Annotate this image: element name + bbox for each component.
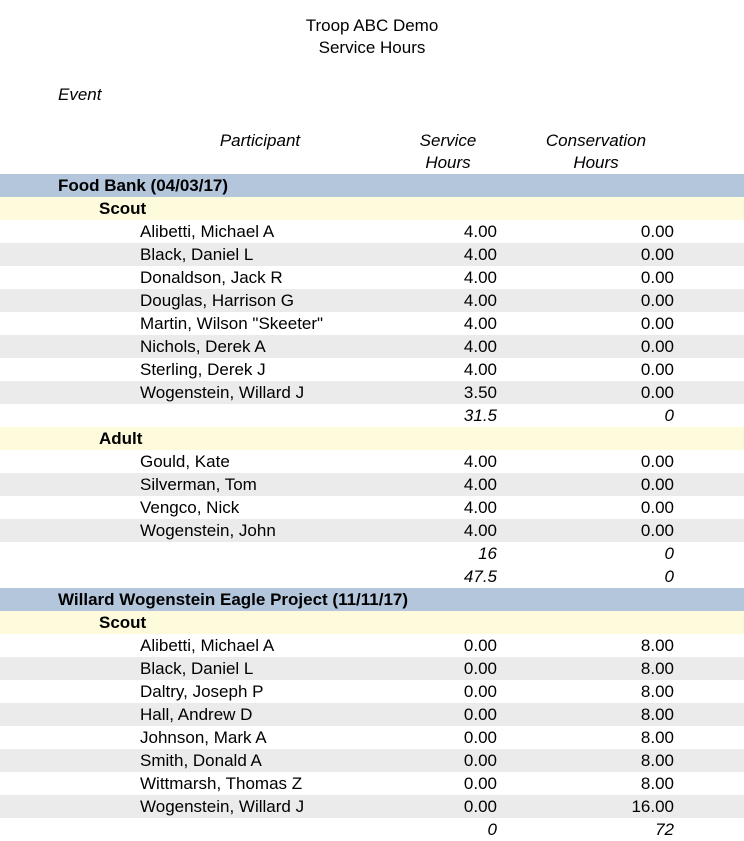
event-name: Willard Wogenstein Eagle Project (11/11/17) — [58, 590, 409, 609]
participant-name: Vengco, Nick — [140, 498, 240, 517]
conservation-hours-value: 0.00 — [640, 245, 674, 264]
event-conservation-total: 0 — [664, 567, 674, 586]
service-header-line2: Hours — [425, 153, 471, 172]
conservation-hours-value: 0.00 — [640, 360, 674, 379]
service-hours-value: 3.50 — [463, 383, 497, 402]
group-header-row — [0, 611, 744, 634]
participant-row — [0, 749, 744, 772]
participant-header-text: Participant — [219, 131, 301, 150]
participant-row — [0, 243, 744, 266]
participant-row — [0, 680, 744, 703]
service-hours-value: 4.00 — [463, 360, 497, 379]
participant-name: Nichols, Derek A — [140, 337, 266, 356]
service-hours-value: 4.00 — [463, 521, 497, 540]
service-hours-value: 0.00 — [463, 751, 497, 770]
conservation-hours-value: 0.00 — [640, 268, 674, 287]
service-hours-value: 4.00 — [463, 245, 497, 264]
group-header-row — [0, 197, 744, 220]
service-hours-value: 4.00 — [463, 452, 497, 471]
participant-name: Wogenstein, John — [140, 521, 276, 540]
conservation-hours-value: 0.00 — [640, 291, 674, 310]
participant-name: Black, Daniel L — [140, 245, 254, 264]
report-title: Troop ABC Demo — [305, 16, 439, 35]
participant-name: Wogenstein, Willard J — [140, 383, 305, 402]
service-hours-value: 0.00 — [463, 659, 497, 678]
service-hours-value: 0.00 — [463, 774, 497, 793]
participant-name: Donaldson, Jack R — [140, 268, 283, 287]
service-hours-value: 4.00 — [463, 291, 497, 310]
participant-row — [0, 496, 744, 519]
conservation-hours-value: 0.00 — [640, 521, 674, 540]
group-total-row — [0, 818, 744, 841]
group-total-row — [0, 542, 744, 565]
event-service-total: 47.5 — [463, 567, 497, 586]
conservation-hours-value: 0.00 — [640, 452, 674, 471]
event-total-row — [0, 565, 744, 588]
participant-row — [0, 289, 744, 312]
participant-row — [0, 220, 744, 243]
group-conservation-total: 0 — [664, 544, 674, 563]
participant-name: Johnson, Mark A — [140, 728, 267, 747]
event-header-row — [0, 588, 744, 611]
service-hours-value: 0.00 — [463, 728, 497, 747]
group-total-row — [0, 404, 744, 427]
service-hours-value: 4.00 — [463, 222, 497, 241]
conservation-hours-value: 8.00 — [640, 728, 674, 747]
event-column-label: Event — [58, 85, 102, 104]
service-hours-value: 4.00 — [463, 268, 497, 287]
conservation-hours-value: 0.00 — [640, 475, 674, 494]
participant-row — [0, 312, 744, 335]
participant-name: Smith, Donald A — [140, 751, 262, 770]
participant-row — [0, 726, 744, 749]
conservation-hours-value: 8.00 — [640, 751, 674, 770]
group-service-total: 31.5 — [463, 406, 497, 425]
participant-name: Black, Daniel L — [140, 659, 254, 678]
conservation-hours-value: 0.00 — [640, 222, 674, 241]
service-hours-value: 0.00 — [463, 705, 497, 724]
service-header-line1: Service — [419, 131, 477, 150]
event-header-row — [0, 174, 744, 197]
service-hours-value: 0.00 — [463, 797, 497, 816]
group-name: Adult — [99, 429, 143, 448]
participant-column-header — [190, 130, 330, 152]
conservation-hours-value: 16.00 — [631, 797, 674, 816]
participant-row — [0, 703, 744, 726]
conservation-hours-value: 8.00 — [640, 705, 674, 724]
conservation-hours-value: 8.00 — [640, 659, 674, 678]
participant-row — [0, 772, 744, 795]
participant-row — [0, 657, 744, 680]
participant-row — [0, 519, 744, 542]
participant-name: Gould, Kate — [140, 452, 230, 471]
participant-row — [0, 634, 744, 657]
report-table — [0, 174, 744, 841]
service-hours-value: 4.00 — [463, 498, 497, 517]
participant-row — [0, 795, 744, 818]
conservation-header-line1: Conservation — [545, 131, 647, 150]
group-header-row — [0, 427, 744, 450]
conservation-hours-value: 0.00 — [640, 337, 674, 356]
participant-name: Wogenstein, Willard J — [140, 797, 305, 816]
conservation-hours-column-header — [520, 130, 672, 174]
conservation-hours-value: 0.00 — [640, 383, 674, 402]
group-conservation-total: 0 — [664, 406, 674, 425]
service-hours-column-header — [398, 130, 498, 174]
participant-name: Alibetti, Michael A — [140, 636, 275, 655]
participant-name: Martin, Wilson "Skeeter" — [140, 314, 324, 333]
participant-row — [0, 358, 744, 381]
event-name: Food Bank (04/03/17) — [58, 176, 229, 195]
group-conservation-total: 72 — [655, 820, 674, 839]
group-service-total: 0 — [487, 820, 497, 839]
participant-name: Douglas, Harrison G — [140, 291, 295, 310]
conservation-hours-value: 0.00 — [640, 498, 674, 517]
conservation-header-line2: Hours — [573, 153, 619, 172]
service-hours-value: 4.00 — [463, 314, 497, 333]
participant-row — [0, 450, 744, 473]
participant-name: Alibetti, Michael A — [140, 222, 275, 241]
participant-name: Wittmarsh, Thomas Z — [140, 774, 303, 793]
participant-name: Daltry, Joseph P — [140, 682, 264, 701]
participant-row — [0, 473, 744, 496]
service-hours-value: 0.00 — [463, 636, 497, 655]
group-name: Scout — [99, 199, 147, 218]
participant-name: Sterling, Derek J — [140, 360, 266, 379]
group-service-total: 16 — [478, 544, 497, 563]
service-hours-value: 0.00 — [463, 682, 497, 701]
conservation-hours-value: 8.00 — [640, 774, 674, 793]
group-name: Scout — [99, 613, 147, 632]
conservation-hours-value: 0.00 — [640, 314, 674, 333]
participant-name: Hall, Andrew D — [140, 705, 253, 724]
service-hours-value: 4.00 — [463, 337, 497, 356]
conservation-hours-value: 8.00 — [640, 682, 674, 701]
participant-name: Silverman, Tom — [140, 475, 257, 494]
conservation-hours-value: 8.00 — [640, 636, 674, 655]
participant-row — [0, 381, 744, 404]
service-hours-value: 4.00 — [463, 475, 497, 494]
report-subtitle: Service Hours — [318, 38, 426, 57]
participant-row — [0, 266, 744, 289]
participant-row — [0, 335, 744, 358]
